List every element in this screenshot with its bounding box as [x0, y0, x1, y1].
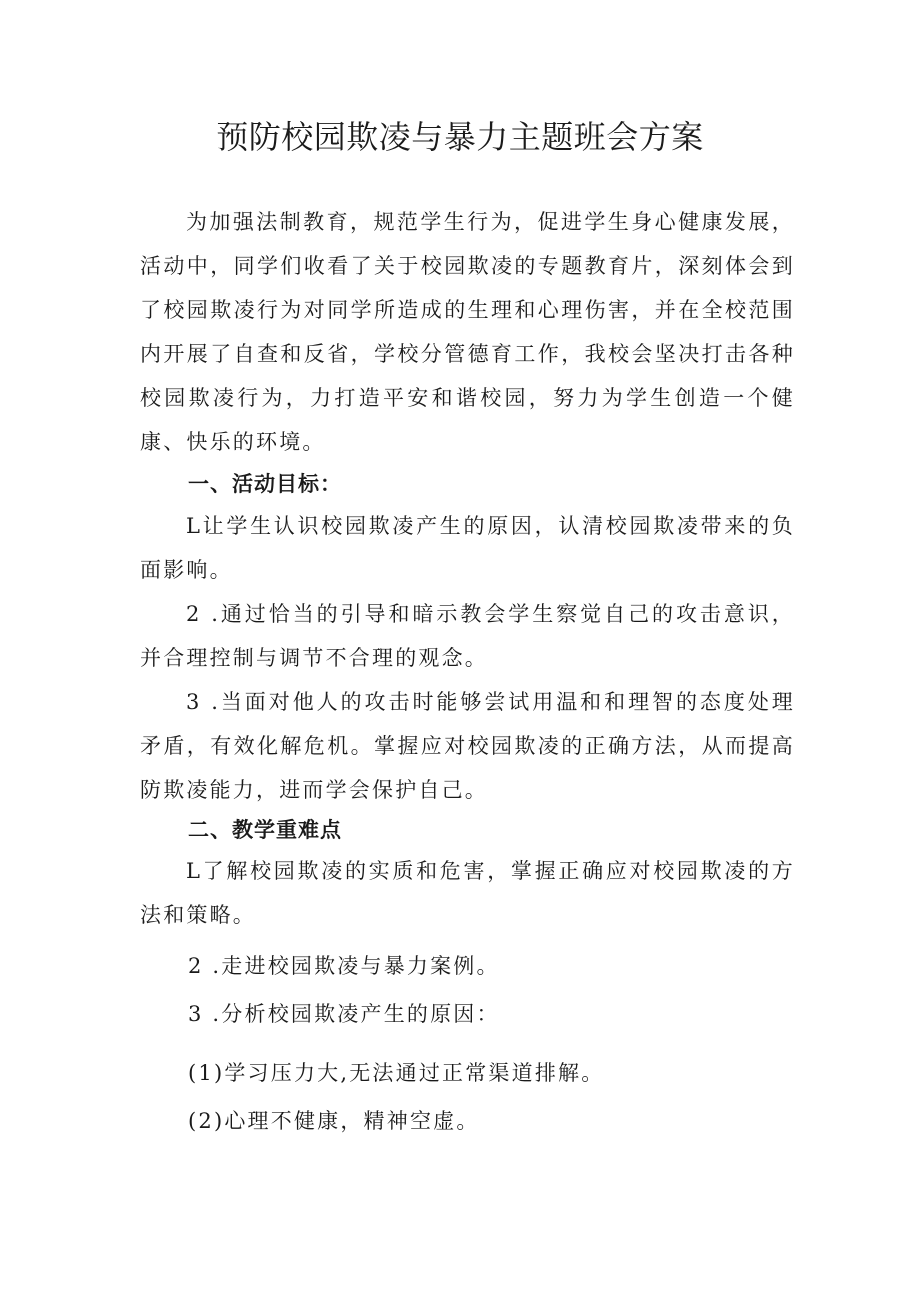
objective-item-1: L让学生认识校园欺凌产生的原因，认清校园欺凌带来的负面影响。	[140, 514, 795, 582]
section-heading-key-points: 二、教学重难点	[188, 818, 342, 842]
key-point-item-1: L了解校园欺凌的实质和危害，掌握正确应对校园欺凌的方法和策略。	[140, 859, 795, 927]
cause-subitem-2: (2)心理不健康，精神空虚。	[188, 1109, 480, 1133]
objective-item-2: 2 .通过恰当的引导和暗示教会学生察觉自己的攻击意识，并合理控制与调节不合理的观念。	[140, 602, 795, 670]
document-title: 预防校园欺凌与暴力主题班会方案	[216, 118, 704, 156]
key-point-item-2: 2 .走进校园欺凌与暴力案例。	[188, 954, 500, 978]
intro-paragraph: 为加强法制教育，规范学生行为，促进学生身心健康发展，活动中，同学们收看了关于校园欺凌的专题教育片，深刻体会到了校园欺凌行为对同学所造成的生理和心理伤害，并在全校范围内开展了自查和反省，学校分管德育工作，我校会坚决打击各种校园欺凌行为，力打造平安和谐校园，努力为学生创造一个健康、快乐的环境。	[140, 210, 795, 454]
section-heading-objectives: 一、活动目标：	[188, 472, 342, 496]
objective-item-3: 3 .当面对他人的攻击时能够尝试用温和和理智的态度处理矛盾，有效化解危机。掌握应对校园欺凌的正确方法，从而提高防欺凌能力，进而学会保护自己。	[140, 690, 795, 802]
key-point-item-3: 3 .分析校园欺凌产生的原因：	[188, 1002, 500, 1026]
cause-subitem-1: (1)学习压力大,无法通过正常渠道排解。	[188, 1061, 605, 1085]
